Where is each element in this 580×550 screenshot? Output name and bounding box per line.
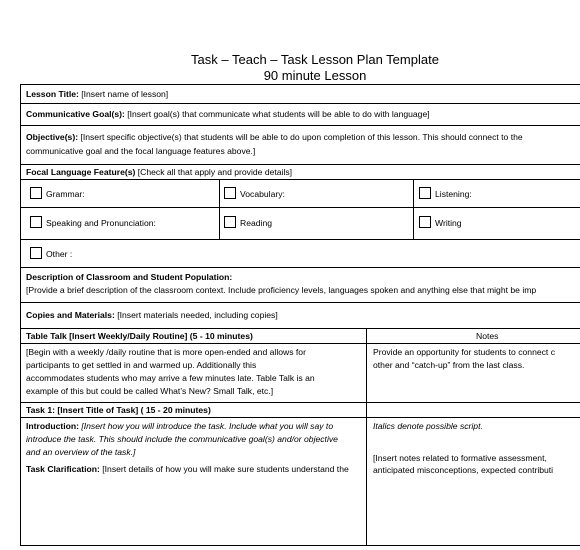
- classroom-value[interactable]: [Provide a brief description of the classroom context. Include proficiency levels, languages spoken and anything else that might be imp: [26, 285, 537, 295]
- page-subtitle: 90 minute Lesson: [263, 68, 367, 83]
- communicative-goals-label: Communicative Goal(s):: [26, 109, 125, 119]
- option-other[interactable]: Other :: [30, 247, 72, 261]
- option-listening[interactable]: Listening:: [419, 187, 472, 201]
- lesson-title-value[interactable]: [Insert name of lesson]: [81, 89, 169, 99]
- checkbox-icon[interactable]: [224, 216, 236, 228]
- task1-clarification-label: Task Clarification:: [26, 464, 100, 474]
- focal-options-row-2: [21, 208, 580, 240]
- task1-notes-italic: Italics denote possible script.: [373, 421, 483, 431]
- focal-features-value: [Check all that apply and provide details]: [137, 167, 293, 177]
- copies-value[interactable]: [Insert materials needed, including copies]: [117, 310, 278, 320]
- option-reading[interactable]: Reading: [224, 216, 272, 230]
- notes-heading: Notes: [476, 331, 499, 341]
- option-vocabulary[interactable]: Vocabulary:: [224, 187, 285, 201]
- objectives-row: [21, 126, 580, 165]
- classroom-label: Description of Classroom and Student Population:: [26, 272, 233, 282]
- checkbox-icon[interactable]: [30, 216, 42, 228]
- table-talk-notes-line[interactable]: Provide an opportunity for students to connect c: [373, 347, 556, 357]
- focal-features-row: [21, 165, 580, 180]
- table-talk-line[interactable]: [Begin with a weekly /daily routine that is more open-ended and allows for: [26, 347, 306, 357]
- checkbox-icon[interactable]: [419, 187, 431, 199]
- task1-intro-line-3[interactable]: and an overview of the task.]: [26, 447, 136, 457]
- option-grammar[interactable]: Grammar:: [30, 187, 85, 201]
- task1-heading: Task 1: [Insert Title of Task] ( 15 - 20 minutes): [26, 405, 211, 415]
- table-talk-notes-line[interactable]: other and “catch-up” from the last class.: [373, 360, 525, 370]
- lesson-title-label: Lesson Title:: [26, 89, 79, 99]
- classroom-row: [21, 268, 580, 303]
- task1-intro-line-2[interactable]: introduce the task. This should include the communicative goal(s) and/or objective: [26, 434, 338, 444]
- task1-intro-line-1[interactable]: [Insert how you will introduce the task. Include what you will say to: [81, 421, 334, 431]
- table-talk-body-row: [21, 344, 580, 403]
- copies-row: [21, 303, 580, 329]
- lesson-title-row: [21, 85, 580, 104]
- task1-notes-line-1[interactable]: [Insert notes related to formative assessment,: [373, 453, 547, 463]
- communicative-goals-row: [21, 104, 580, 126]
- task1-intro-label: Introduction:: [26, 421, 79, 431]
- table-talk-line[interactable]: participants to get settled in and warmed up. Additionally this: [26, 360, 257, 370]
- focal-features-label: Focal Language Feature(s): [26, 167, 136, 177]
- focal-options-row-1: [21, 180, 580, 208]
- task1-heading-row: [21, 403, 580, 418]
- focal-options-row-3: [21, 240, 580, 268]
- objectives-label: Objective(s):: [26, 132, 79, 142]
- lesson-plan-table: [20, 84, 580, 546]
- table-talk-line[interactable]: example of this but could be called What’s New? Small Talk, etc.]: [26, 386, 274, 396]
- copies-label: Copies and Materials:: [26, 310, 115, 320]
- table-talk-heading-row: [21, 329, 580, 344]
- option-speaking[interactable]: Speaking and Pronunciation:: [30, 216, 156, 230]
- task1-body-row: [21, 418, 580, 546]
- checkbox-icon[interactable]: [419, 216, 431, 228]
- option-writing[interactable]: Writing: [419, 216, 462, 230]
- table-talk-line[interactable]: accommodates students who may arrive a few minutes late. Table Talk is an: [26, 373, 315, 383]
- objectives-line-1[interactable]: [Insert specific objective(s) that students will be able to do upon completion of this lesson. This should connect to the: [80, 132, 523, 142]
- objectives-line-2[interactable]: communicative goal and the focal language features above.]: [26, 146, 256, 156]
- task1-clarification-value[interactable]: [Insert details of how you will make sure students understand the: [102, 464, 349, 474]
- table-talk-heading: Table Talk [Insert Weekly/Daily Routine] (5 - 10 minutes): [26, 331, 253, 341]
- page-title: Task – Teach – Task Lesson Plan Template: [191, 52, 439, 67]
- communicative-goals-value[interactable]: [Insert goal(s) that communicate what students will be able to do with language]: [127, 109, 430, 119]
- checkbox-icon[interactable]: [30, 187, 42, 199]
- checkbox-icon[interactable]: [224, 187, 236, 199]
- task1-notes-line-2[interactable]: anticipated misconceptions, expected contributi: [373, 465, 554, 475]
- checkbox-icon[interactable]: [30, 247, 42, 259]
